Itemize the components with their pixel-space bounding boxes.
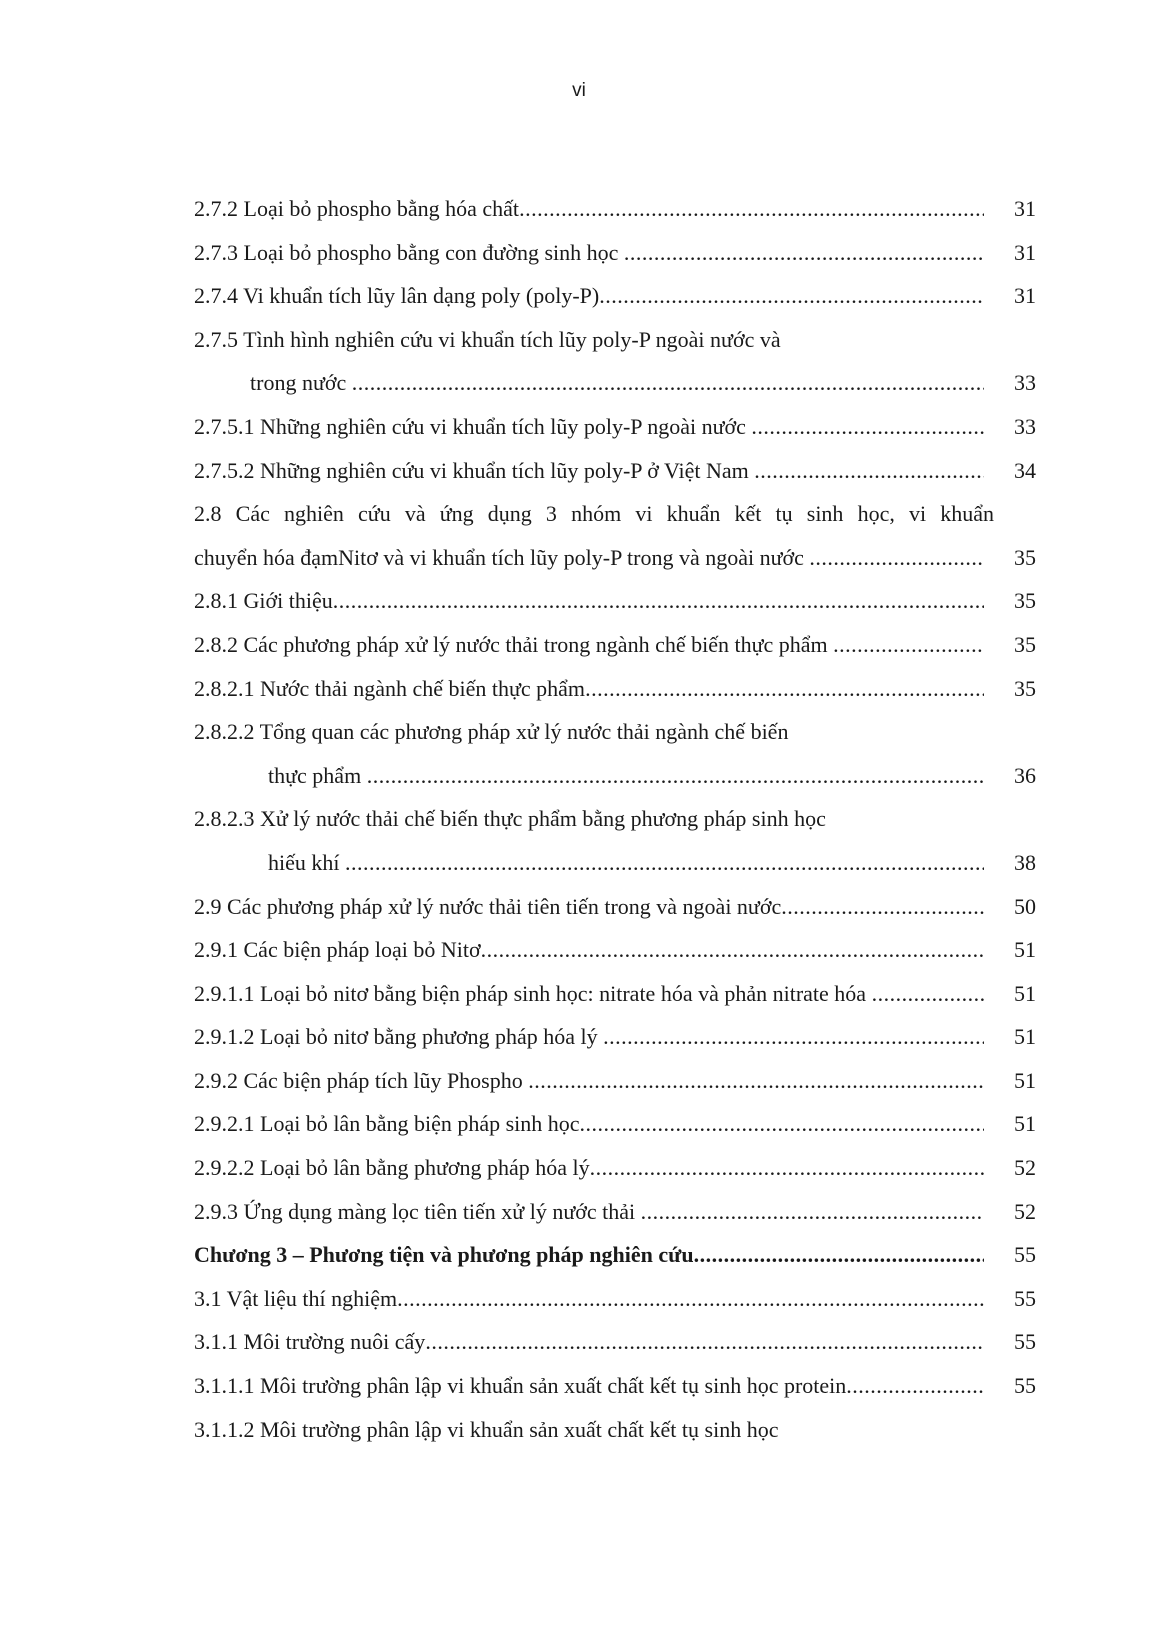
- toc-entry-page: 52: [1014, 1155, 1036, 1181]
- toc-entry-text: 2.9.1 Các biện pháp loại bỏ Nitơ .....: [194, 928, 984, 972]
- toc-entry-text: 2.9.3 Ứng dụng màng lọc tiên tiến xử lý nước thải .....: [194, 1190, 984, 1234]
- toc-entry: [194, 754, 1036, 798]
- toc-entry-text: 2.7.5.1 Những nghiên cứu vi khuẩn tích lũy poly-P ngoài nước .....: [194, 405, 984, 449]
- toc-entry-page: 51: [1014, 980, 1036, 1006]
- toc-entry: [194, 1015, 1036, 1059]
- toc-entry: [194, 1190, 1036, 1234]
- toc-entry-page: 55: [1014, 1285, 1036, 1311]
- toc-entry: [194, 318, 1036, 362]
- toc-entry: [194, 667, 1036, 711]
- toc-entry-text: 3.1.1 Môi trường nuôi cấy .....: [194, 1320, 984, 1364]
- toc-entry-text: 2.8.2 Các phương pháp xử lý nước thải trong ngành chế biến thực phẩm .....: [194, 623, 984, 667]
- toc-entry-page: 35: [1014, 631, 1036, 657]
- toc-entry-page: 55: [1014, 1242, 1036, 1268]
- toc-entry-page: 31: [1014, 239, 1036, 265]
- toc-entry: [194, 885, 1036, 929]
- toc-entry: [194, 361, 1036, 405]
- toc-entry-text: thực phẩm .....: [268, 754, 984, 798]
- toc-entry-text: hiếu khí .....: [268, 841, 984, 885]
- toc-entry: [194, 187, 1036, 231]
- toc-entry-page: 31: [1014, 283, 1036, 309]
- toc-entry: [194, 928, 1036, 972]
- toc-entry-text: 2.8.2.2 Tổng quan các phương pháp xử lý nước thải ngành chế biến: [194, 719, 789, 745]
- toc-entry-page: 35: [1014, 588, 1036, 614]
- toc-entry-page: 38: [1014, 849, 1036, 875]
- toc-entry-page: 52: [1014, 1198, 1036, 1224]
- toc-entry: [194, 492, 1036, 536]
- toc-entry-text: Chương 3 – Phương tiện và phương pháp nghiên cứu .....: [194, 1233, 984, 1277]
- toc-entry-page: 51: [1014, 1111, 1036, 1137]
- toc-entry-page: 36: [1014, 762, 1036, 788]
- toc-entry-text: chuyển hóa đạmNitơ và vi khuẩn tích lũy poly-P trong và ngoài nước .....: [194, 536, 984, 580]
- toc-entry-text: 3.1 Vật liệu thí nghiệm .....: [194, 1277, 984, 1321]
- toc-entry-page: 33: [1014, 413, 1036, 439]
- toc-entry-text: 2.8.1 Giới thiệu .....: [194, 579, 984, 623]
- toc-entry-page: 55: [1014, 1373, 1036, 1399]
- toc-entry: [194, 1146, 1036, 1190]
- toc-entry-text: 2.8 Các nghiên cứu và ứng dụng 3 nhóm vi khuẩn kết tụ sinh học, vi khuẩn: [194, 501, 994, 527]
- toc-entry: [194, 231, 1036, 275]
- toc-entry-page: 34: [1014, 457, 1036, 483]
- toc-entry: [194, 1059, 1036, 1103]
- page-number: vi: [572, 80, 586, 101]
- toc-entry-text: 2.9.1.2 Loại bỏ nitơ bằng phương pháp hóa lý .....: [194, 1015, 984, 1059]
- toc-entry-text: 2.9.1.1 Loại bỏ nitơ bằng biện pháp sinh học: nitrate hóa và phản nitrate hóa .....: [194, 972, 984, 1016]
- toc-entry: [194, 797, 1036, 841]
- toc-entry-text: 2.8.2.3 Xử lý nước thải chế biến thực phẩm bằng phương pháp sinh học: [194, 806, 826, 832]
- toc-entry-page: 50: [1014, 893, 1036, 919]
- toc-entry-text: 3.1.1.1 Môi trường phân lập vi khuẩn sản xuất chất kết tụ sinh học protein .....: [194, 1364, 984, 1408]
- toc-entry: [194, 1408, 1036, 1452]
- toc-entry: [194, 1277, 1036, 1321]
- toc-entry-text: 2.9.2.1 Loại bỏ lân bằng biện pháp sinh học .....: [194, 1102, 984, 1146]
- toc-entry: [194, 536, 1036, 580]
- toc-entry-page: 51: [1014, 1067, 1036, 1093]
- toc-entry: [194, 579, 1036, 623]
- toc-entry-text: 2.9.2 Các biện pháp tích lũy Phospho .....: [194, 1059, 984, 1103]
- toc-entry-text: 2.7.2 Loại bỏ phospho bằng hóa chất .....: [194, 187, 984, 231]
- toc-entry-page: 35: [1014, 675, 1036, 701]
- toc-entry-page: 33: [1014, 370, 1036, 396]
- table-of-contents: [194, 187, 1036, 1451]
- toc-entry: [194, 1364, 1036, 1408]
- toc-entry-text: 2.7.4 Vi khuẩn tích lũy lân dạng poly (poly-P) .....: [194, 274, 984, 318]
- toc-entry: [194, 841, 1036, 885]
- toc-entry: [194, 972, 1036, 1016]
- toc-entry: [194, 449, 1036, 493]
- toc-entry: [194, 1102, 1036, 1146]
- toc-entry-text: 3.1.1.2 Môi trường phân lập vi khuẩn sản xuất chất kết tụ sinh học: [194, 1416, 779, 1442]
- toc-entry-text: 2.7.3 Loại bỏ phospho bằng con đường sinh học .....: [194, 231, 984, 275]
- toc-entry-page: 51: [1014, 1024, 1036, 1050]
- toc-entry-page: 51: [1014, 937, 1036, 963]
- toc-entry: [194, 623, 1036, 667]
- toc-entry: [194, 710, 1036, 754]
- toc-entry-page: 31: [1014, 196, 1036, 221]
- toc-entry: [194, 1320, 1036, 1364]
- toc-entry-text: trong nước .....: [250, 361, 984, 405]
- toc-entry-page: 55: [1014, 1329, 1036, 1355]
- toc-entry-text: 2.9.2.2 Loại bỏ lân bằng phương pháp hóa lý .....: [194, 1146, 984, 1190]
- toc-entry: [194, 274, 1036, 318]
- toc-entry-text: 2.9 Các phương pháp xử lý nước thải tiên tiến trong và ngoài nước .....: [194, 885, 984, 929]
- toc-entry-text: 2.7.5.2 Những nghiên cứu vi khuẩn tích lũy poly-P ở Việt Nam .....: [194, 449, 984, 493]
- toc-entry-text: 2.8.2.1 Nước thải ngành chế biến thực phẩm .....: [194, 667, 984, 711]
- toc-entry-page: 35: [1014, 544, 1036, 570]
- toc-chapter-entry: [194, 1233, 1036, 1277]
- toc-entry: [194, 405, 1036, 449]
- toc-entry-text: 2.7.5 Tình hình nghiên cứu vi khuẩn tích lũy poly-P ngoài nước và: [194, 326, 781, 352]
